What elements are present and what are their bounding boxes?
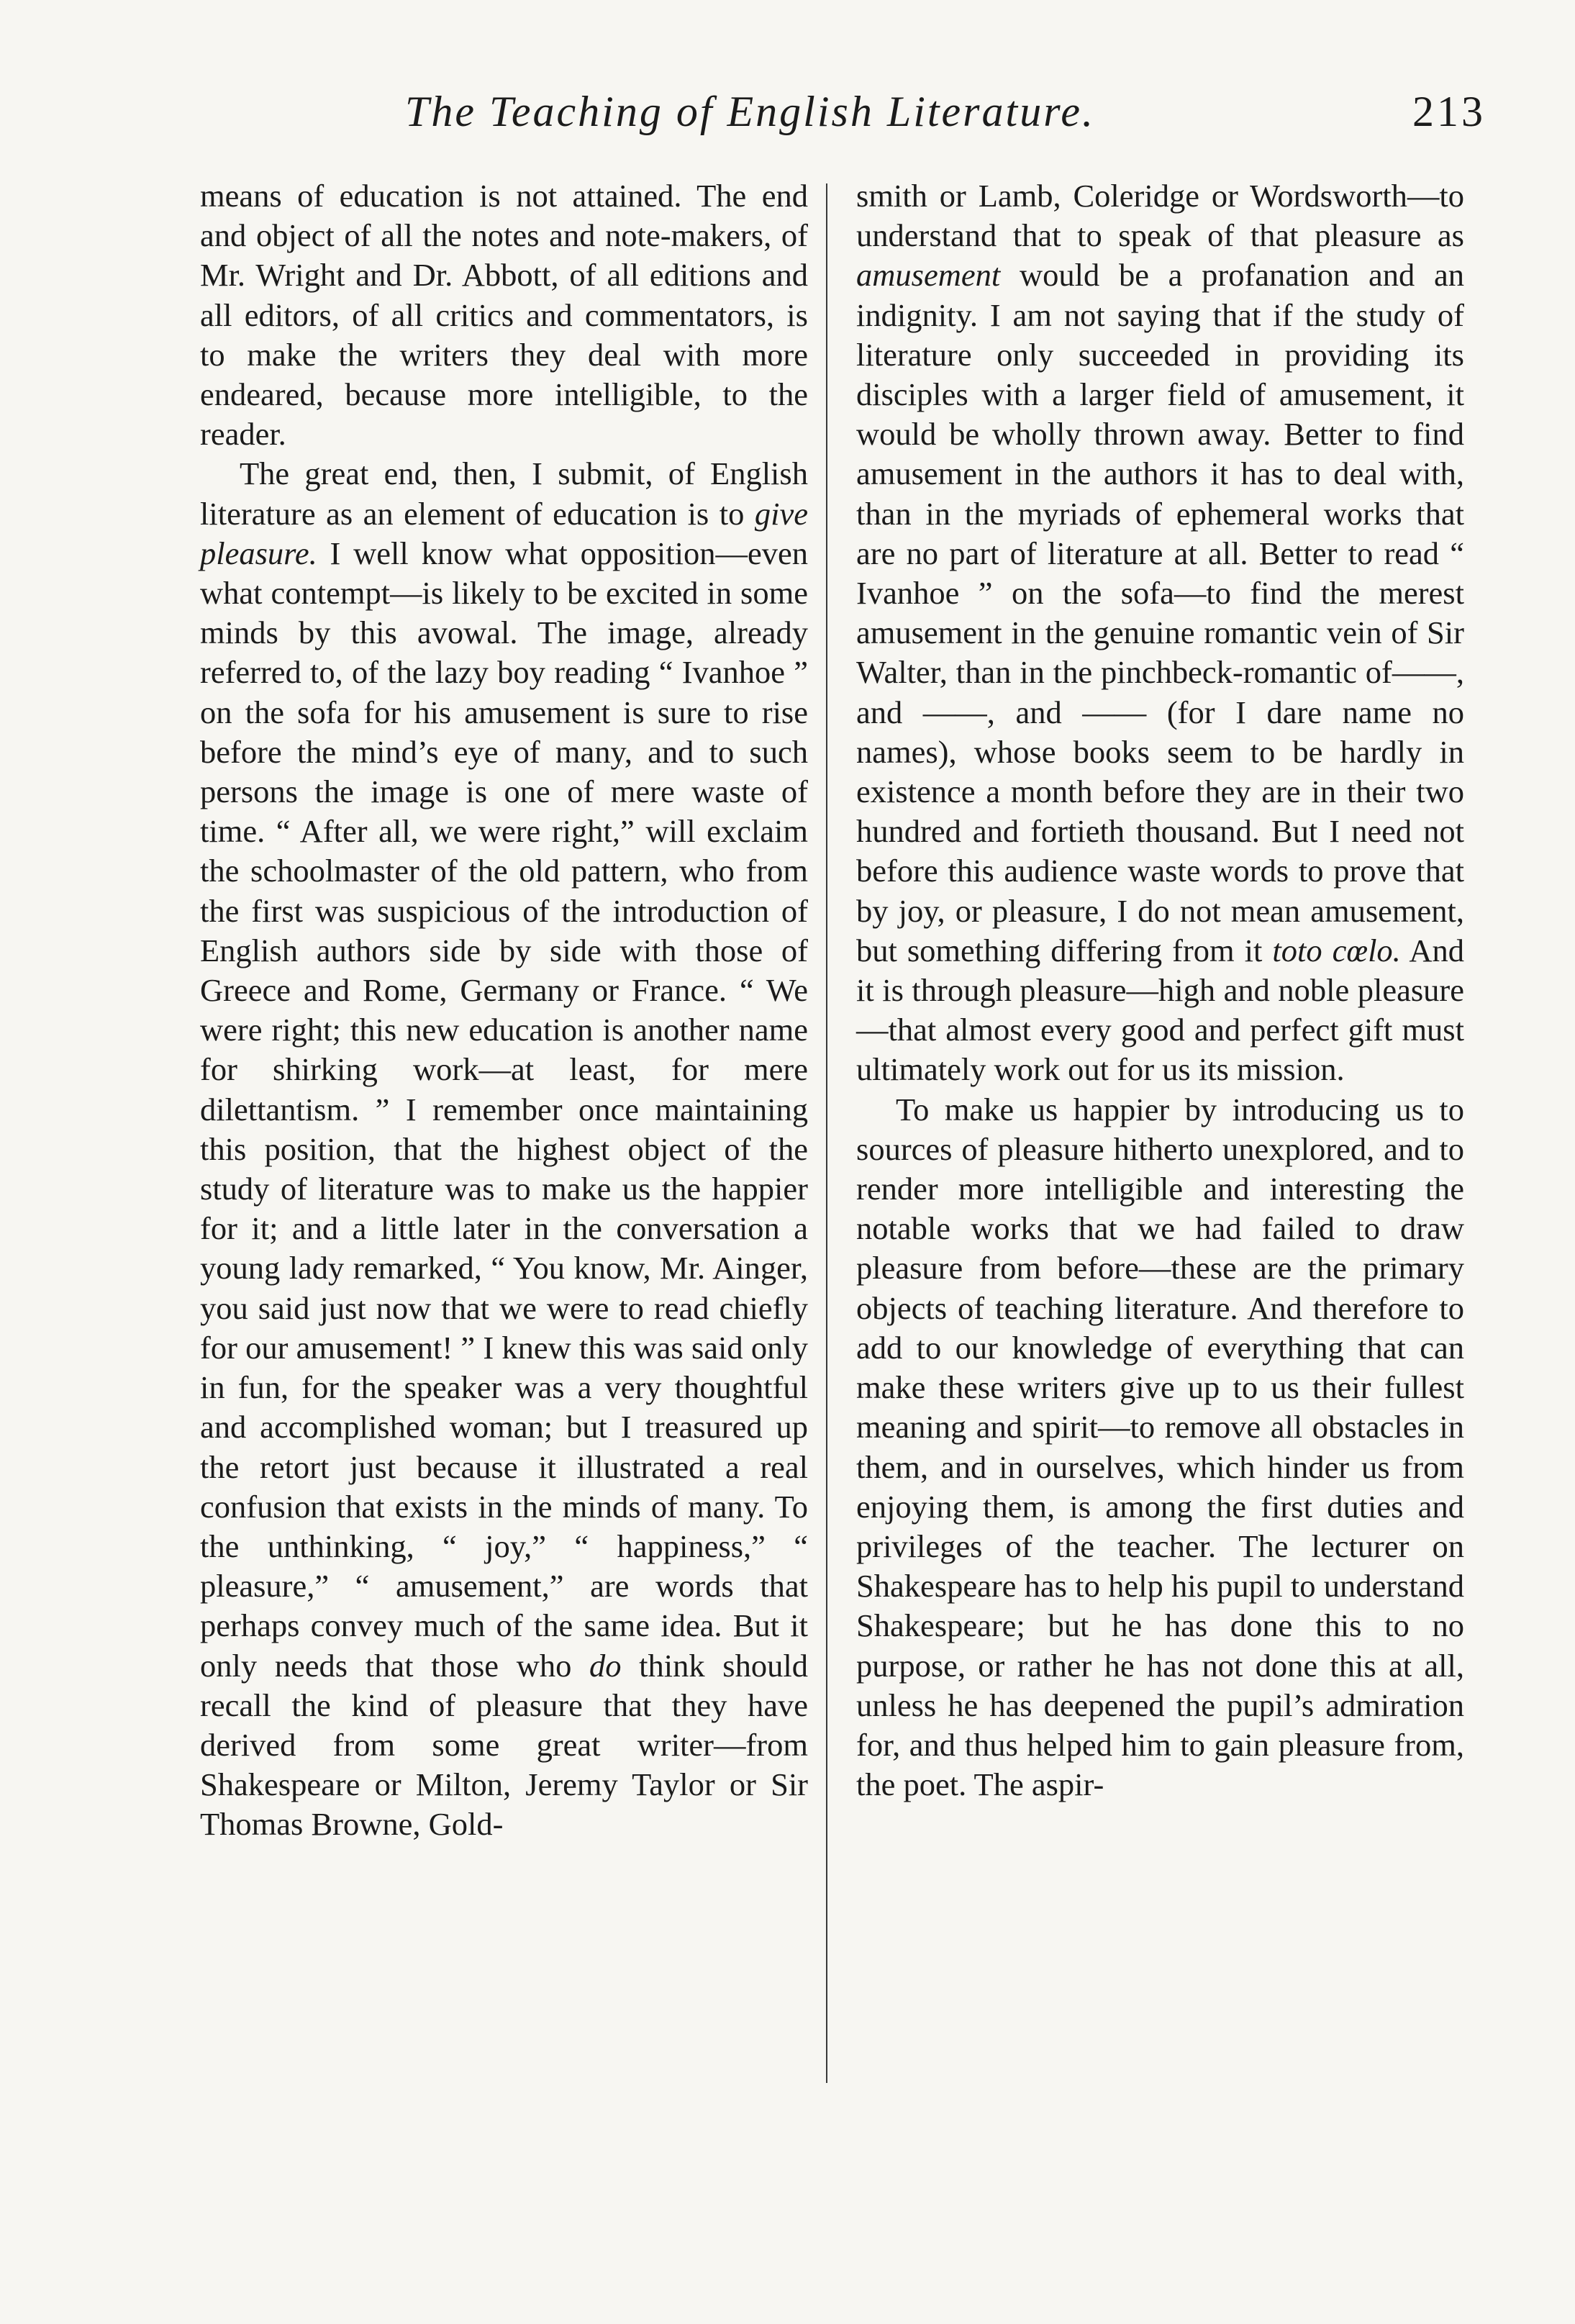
paragraph-text: smith or Lamb, Coleridge or Wordsworth—to understand that to speak of that pleasure as [856, 178, 1464, 254]
paragraph [200, 176, 808, 454]
paragraph-text: The great end, then, I submit, of English literature as an element of education is to [200, 455, 808, 532]
paragraph-text: And it is through pleasure—high and noble pleasure—that almost every good and perfect gift must ultimately work out for us its mission. [856, 932, 1464, 1088]
paragraph [856, 176, 1464, 1090]
paragraph [856, 1090, 1464, 1805]
paragraph-text: means of education is not attained. The end and object of all the notes and note-makers, of Mr. Wright and Dr. Abbott, of all editions and all editors, of all critics and commentators, is to make the writers they deal with more endeared, because more intelligible, to the reader. [200, 178, 808, 453]
paragraph-text: I well know what opposition—even what contempt—is likely to be excited in some minds by this avowal. The image, already referred to, of the lazy boy reading “ Ivanhoe ” on the sofa for his amusement is sure to rise before the mind’s eye of many, and to such persons the image is one of mere waste of time. “ After all, we were right,” will exclaim the schoolmaster of the old pattern, who from the first was suspicious of the introduction of English authors side by side with those of Greece and Rome, Germany or France. “ We were right; this new education is another name for shirking work—at least, for mere dilettantism. ” I remember once maintaining this position, that the highest object of the study of literature was to make us the happier for it; and a little later in the conversation a young lady remarked, “ You know, Mr. Ainger, you said just now that we were to read chiefly for our amusement! ” I knew this was said only in fun, for the speaker was a very thoughtful and accomplished woman; but I treasured up the retort just because it illustrated a real confusion that exists in the minds of many. To the unthinking, “ joy,” “ happiness,” “ pleasure,” “ amusement,” are words that perhaps convey much of the same idea. But it only needs that those who [200, 535, 808, 1684]
paragraph-text: would be a profanation and an indignity. I am not saying that if the study of literature only succeeded in providing its disciples with a larger field of amusement, it would be wholly thrown away. Better to find amusement in the authors it has to deal with, than in the myriads of ephemeral works that are no part of literature at all. Better to read “ Ivanhoe ” on the sofa—to find the merest amusement in the genuine romantic vein of Sir Walter, than in the pinchbeck-romantic of——, and ——, and —— (for I dare name no names), whose books seem to be hardly in existence a month before they are in their two hundred and fortieth thousand. But I need not before this audience waste words to prove that by joy, or pleasure, I do not mean amusement, but something differing from it [856, 257, 1464, 968]
column-divider [826, 183, 827, 2083]
page-header [201, 79, 1486, 144]
emphasis-text: toto cœlo. [1272, 932, 1401, 968]
emphasis-text: give pleasure. [200, 495, 808, 571]
paragraph-text: To make us happier by introducing us to sources of pleasure hitherto unexplored, and to render more intelligible and interesting the notable works that we had failed to draw pleasure from before—these are the primary objects of teaching literature. And therefore to add to our knowledge of everything that can make these writers give up to us their fullest meaning and spirit—to remove all obstacles in them, and in ourselves, which hinder us from enjoying them, is among the first duties and privileges of the teacher. The lecturer on Shakespeare has to help his pupil to understand Shakespeare; but he has done this to no purpose, or rather he has not done this at all, unless he has deepened the pupil’s admiration for, and thus helped him to gain pleasure from, the poet. The aspir- [856, 1091, 1464, 1803]
right-column [856, 176, 1464, 1805]
emphasis-text: do [589, 1647, 622, 1684]
paragraph-text: think should recall the kind of pleasure that they have derived from some great writer—from Shakespeare or Milton, Jeremy Taylor or Sir Thomas Browne, Gold- [200, 1647, 808, 1843]
page-number: 213 [1412, 88, 1486, 135]
left-column [200, 176, 808, 1845]
emphasis-text: amusement [856, 257, 1001, 294]
running-title: The Teaching of English Literature. [405, 88, 1095, 135]
paragraph [200, 454, 808, 1844]
